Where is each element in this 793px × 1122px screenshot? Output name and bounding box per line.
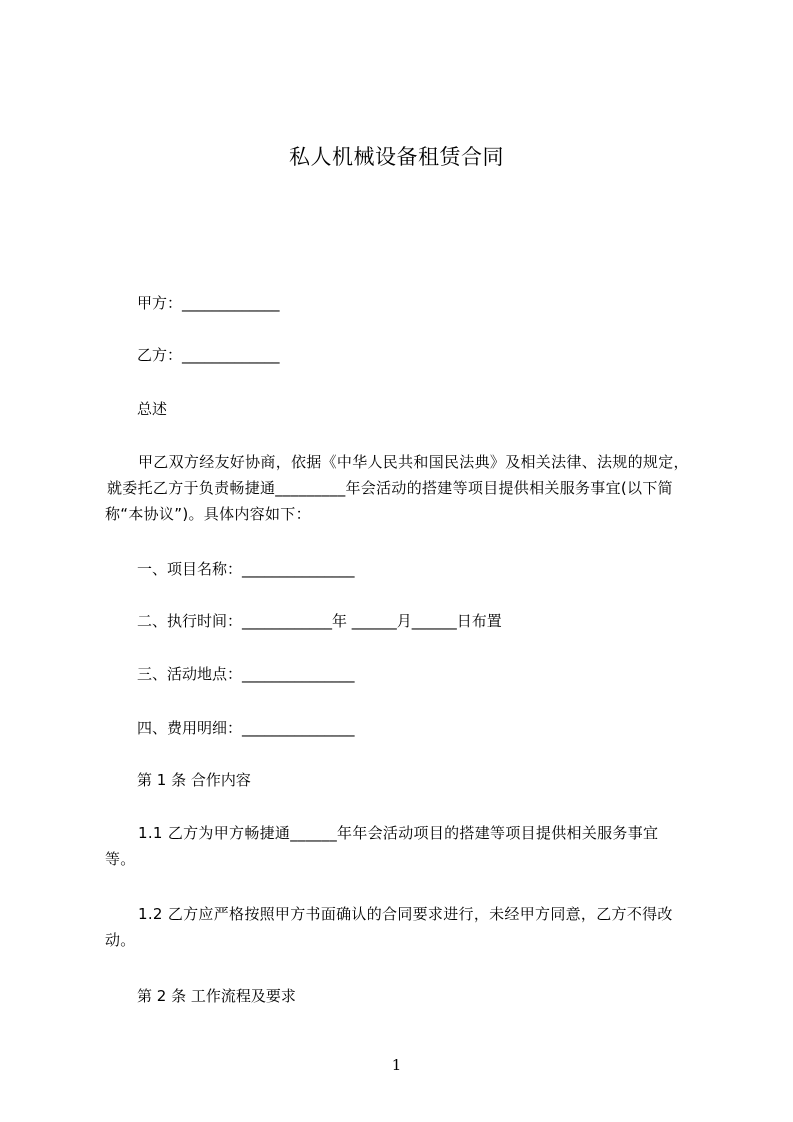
overview-line-2: 就委托乙方于负责畅捷通_________年会活动的搭建等项目提供相关服务事宜(以下简 <box>107 479 673 497</box>
document-title: 私人机械设备租赁合同 <box>289 145 504 169</box>
article-2-heading: 第 2 条 工作流程及要求 <box>137 987 296 1005</box>
clause-1-2-line-1: 1.2 乙方应严格按照甲方书面确认的合同要求进行，未经甲方同意，乙方不得改 <box>138 905 673 923</box>
overview-heading: 总述 <box>137 400 168 418</box>
item-venue: 三、活动地点：_______________ <box>137 665 355 683</box>
item-project-name: 一、项目名称：_______________ <box>137 560 355 578</box>
item-execution-time: 二、执行时间：____________年 ______月______日布置 <box>137 612 502 630</box>
overview-line-3: 称“本协议”)。具体内容如下： <box>105 505 311 523</box>
clause-1-2-line-2: 动。 <box>105 931 136 949</box>
clause-1-1-line-1: 1.1 乙方为甲方畅捷通______年年会活动项目的搭建等项目提供相关服务事宜 <box>138 824 659 842</box>
clause-1-1-line-2: 等。 <box>105 850 136 868</box>
clause-1-2 <box>105 901 705 953</box>
party-a-line: 甲方：_____________ <box>137 294 280 312</box>
page-number: 1 <box>391 1056 402 1074</box>
item-cost-detail: 四、费用明细：_______________ <box>137 719 355 737</box>
party-b-line: 乙方：_____________ <box>137 346 280 364</box>
article-1-heading: 第 1 条 合作内容 <box>137 771 251 789</box>
overview-paragraph <box>105 449 705 527</box>
overview-line-1: 甲乙双方经友好协商，依据《中华人民共和国民法典》及相关法律、法规的规定， <box>138 453 689 471</box>
clause-1-1 <box>105 820 705 872</box>
